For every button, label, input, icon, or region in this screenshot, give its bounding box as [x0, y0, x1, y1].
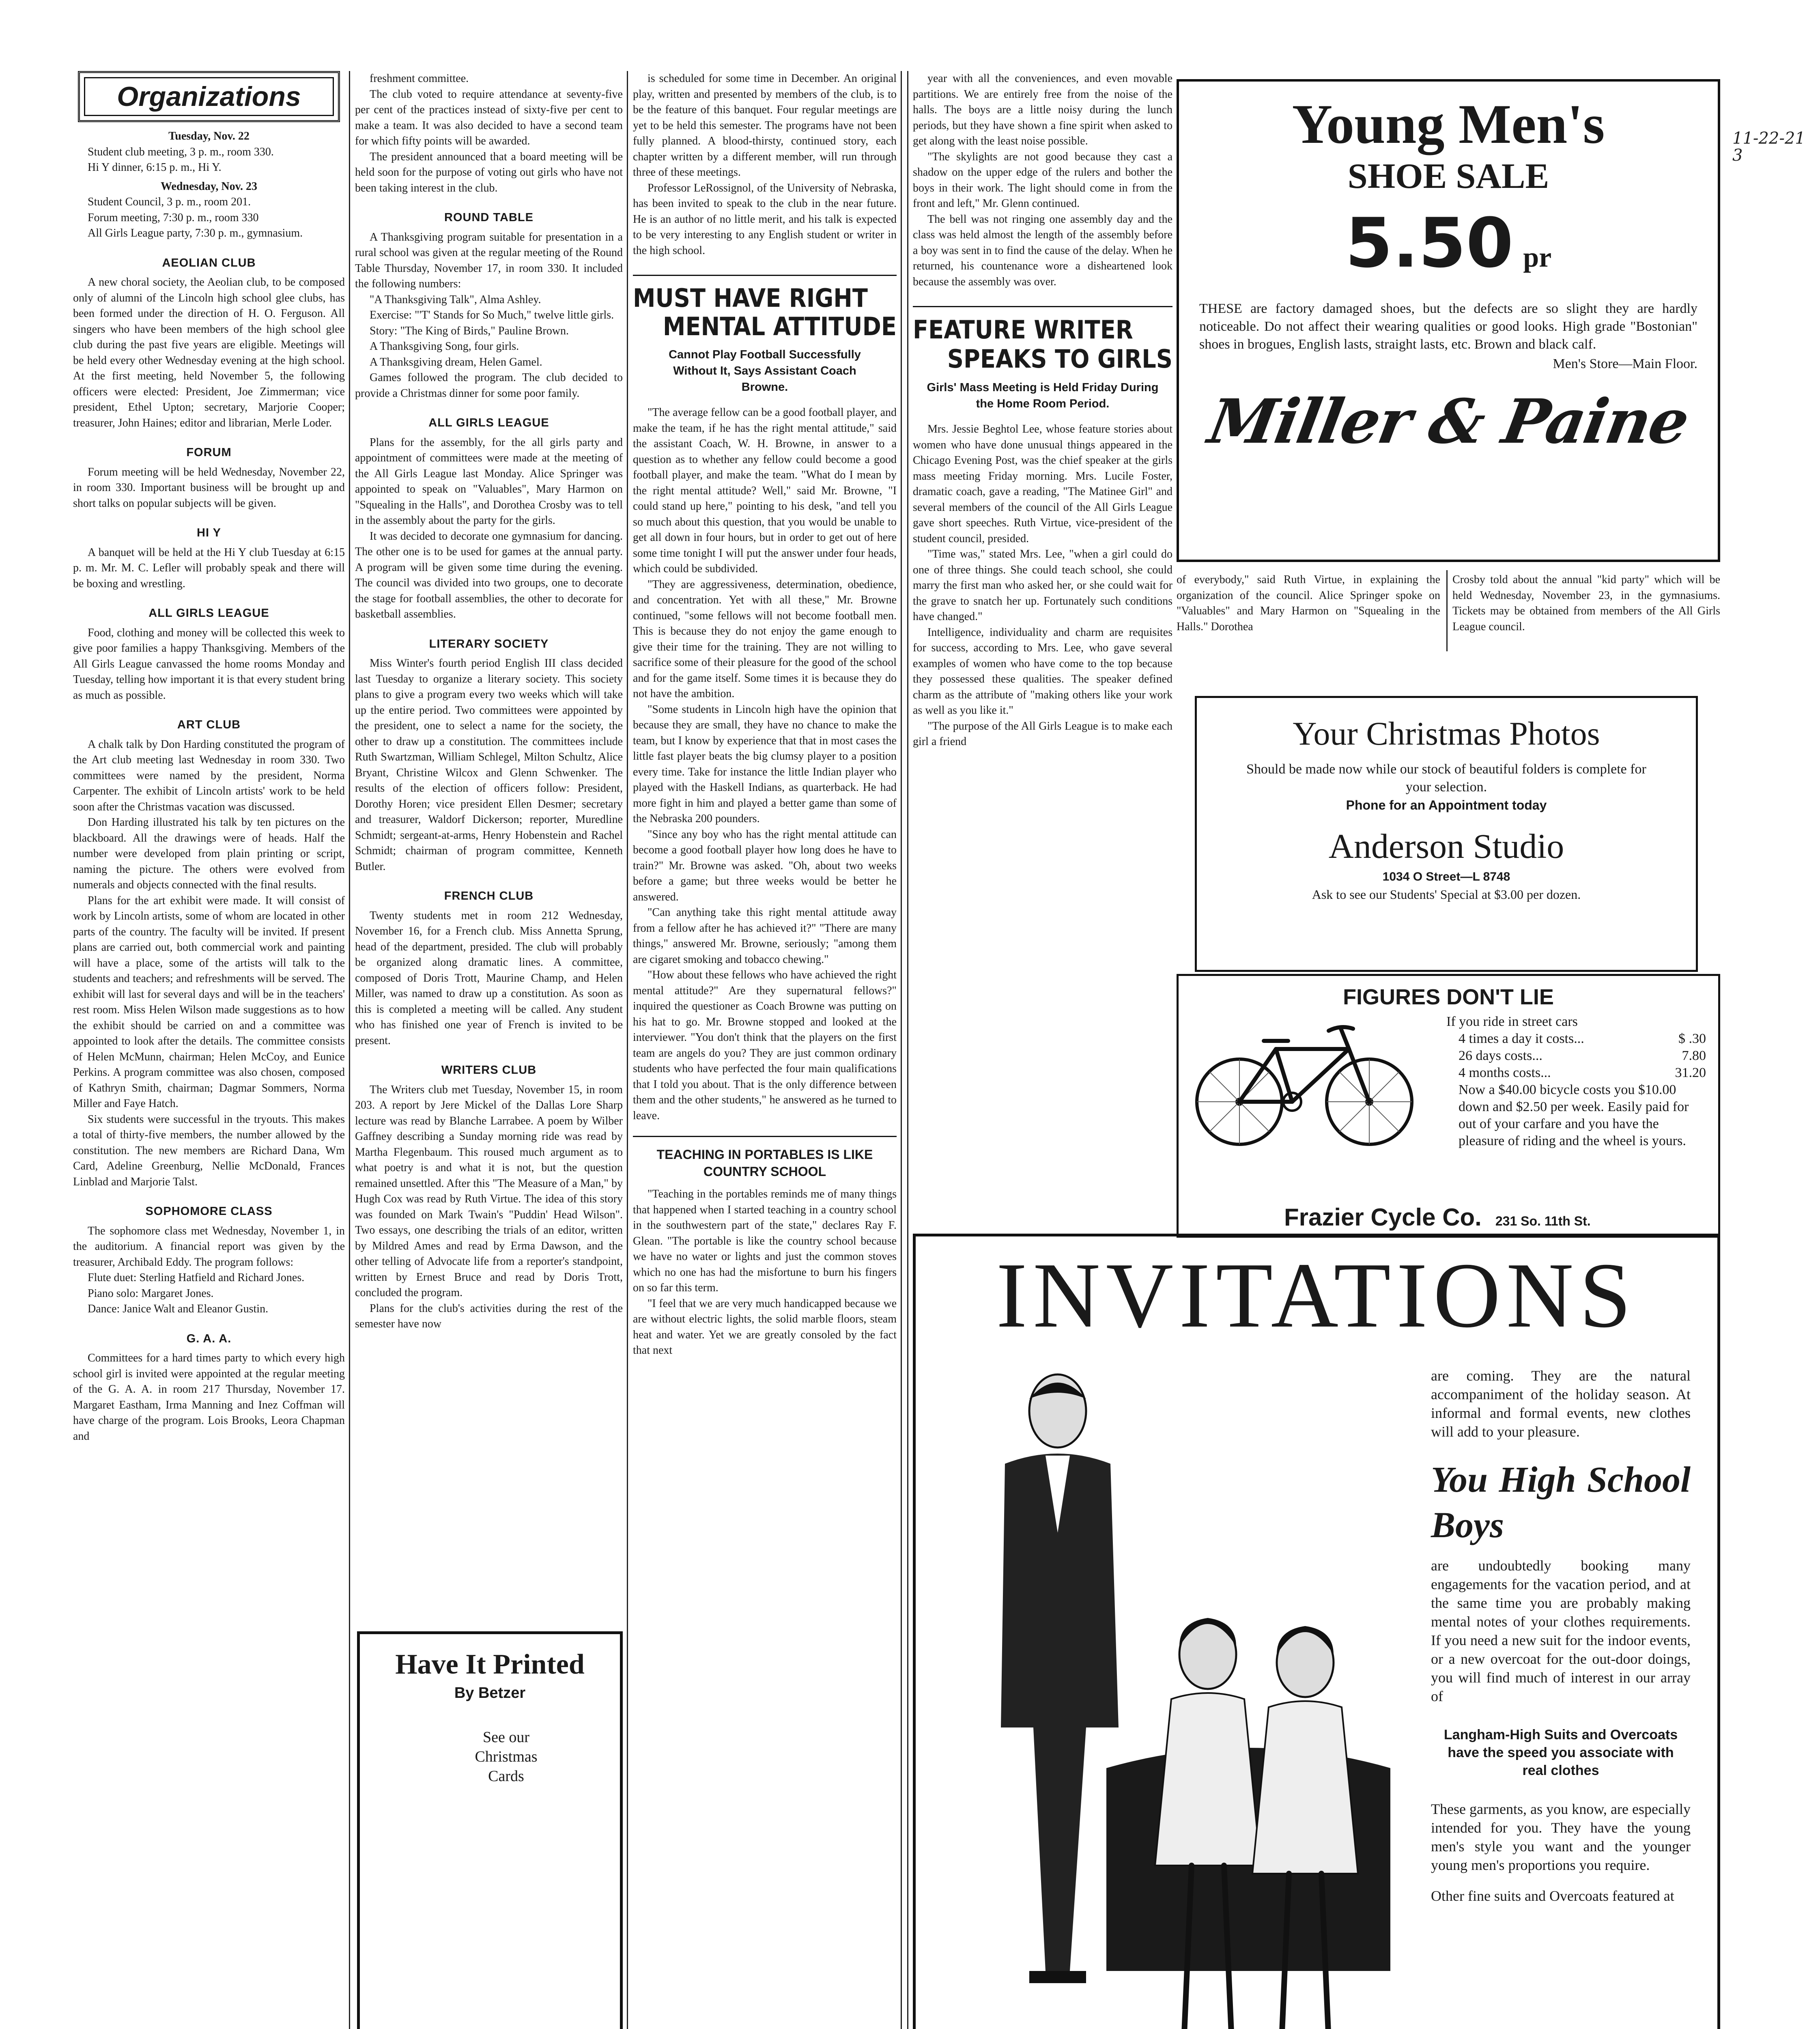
paragraph: The Writers club met Tuesday, November 15, in room 203. A report by Jere Mickel of the Dallas Lore Sharp lecture was read by Blanche Larrabee. A poem by Wilber Gaffney describing a Sunday morning ride was read by Martha Flegenbaum. This roused much argument as to what poetry is and what it is not, but the question remained unsettled. After this "The Measure of a Man," by Hugh Cox was read by Ruth Virtue. The idea of this story was founded on Mark Twain's "Puddin' Head Wilson". Two essays, one describing the trials of an editor, written by Mildred Ames and read by Erma Dawson, and the other telling of Advocate life from a reporter's standpoint, written by Ernest Bruce and read by Doris Trott, concluded the program.: [355, 1083, 623, 1299]
paragraph: "Can anything take this right mental attitude away from a fellow after he has achieved it?" "There are many things," answered Mr. Browne, seriously; "among them are cigaret smoking and tobacco chewing.": [633, 906, 897, 966]
paragraph: "The skylights are not good because they cast a shadow on the upper edge of the rulers and bother the boys in their work. The light should come in from the front and left," Mr. Glenn continued.: [913, 150, 1172, 210]
cost-value: $ .30: [1678, 1031, 1706, 1046]
paragraph: It was decided to decorate one gymnasium for dancing. The other one is to be used for games at the annual party. A program will be given some time during the evening. The council was divided into two groups, one to decorate the stage for football assemblies, the other to decorate for basketball assemblies.: [355, 530, 623, 620]
paragraph: is scheduled for some time in December. An original play, written and presented by members of the club, is to be the feature of this banquet. Four regular meetings are yet to be held this semester. The programs have not been fully planned. A blood-thirsty, continued story, each chapter written by a different member, will run through three of these meetings.: [633, 72, 897, 179]
schedule-item: Forum meeting, 7:30 p. m., room 330: [88, 211, 259, 224]
organizations-masthead: Organizations: [78, 71, 340, 122]
paragraph: Games followed the program. The club decided to provide a Christmas dinner for some poor family.: [355, 371, 623, 400]
cost-label: 4 times a day it costs...: [1459, 1031, 1584, 1046]
section-heading: ROUND TABLE: [444, 211, 534, 224]
continued-right: Crosby told about the annual "kid party" which will be held Wednesday, November 23, in the gymnasiums. Tickets may be obtained from members of the All Girls League council.: [1452, 573, 1720, 633]
section-heading: SOPHOMORE CLASS: [145, 1205, 273, 1218]
section-heading: FORUM: [186, 446, 232, 459]
paragraph: Professor LeRossignol, of the University of Nebraska, has been invited to speak to the club in the near future. He is an author of no little merit, and his talk is expected to be very interesting to any English student or writer in the high school.: [633, 181, 897, 257]
portables-headline: TEACHING IN PORTABLES IS LIKE COUNTRY SCHOOL: [633, 1136, 897, 1180]
paragraph: Exercise: "'T' Stands for So Much," twelve little girls.: [370, 309, 614, 321]
paragraph: Plans for the club's activities during the rest of the semester have now: [355, 1302, 623, 1330]
fashion-illustration: [924, 1362, 1411, 2029]
paragraph: Six students were successful in the tryouts. This makes a total of thirty-five members, the number allowed by the constitution. The new members are Richard Dana, Wm Card, Adeline Greenburg, Nellie McDonald, Frances Linblad and Marjorie Talst.: [73, 1113, 345, 1188]
cost-label: 4 months costs...: [1459, 1065, 1551, 1080]
paragraph: Forum meeting will be held Wednesday, November 22, in room 330. Important business will be brought up and short talks on popular subjects will be given.: [73, 465, 345, 510]
section-heading: ALL GIRLS LEAGUE: [428, 416, 549, 429]
paragraph: "Some students in Lincoln high have the opinion that because they are small, they have no chance to make the team, but I know by experience that that in most cases the little fast player beats the big clumsy player to a position every time. Take for instance the little Indian player who played with the Haskell Indians, as quarterback. He had more fight in him and played a better game than some of the Nebraska 200 pounders.: [633, 703, 897, 825]
schedule-item: Student Council, 3 p. m., room 201.: [88, 196, 251, 208]
paragraph: "Teaching in the portables reminds me of many things that happened when I started teaching in a country school in the southwestern part of the state," declares Ray F. Glean. "The portable is like the country school because we have no water or lights and just the common stoves which no one has had the misfortune to burn his fingers on so far this term.: [633, 1188, 897, 1294]
paragraph: year with all the conveniences, and even movable partitions. We are entirely free from the noise of the halls. The boys are a little noisy during the lunch periods, but they have shown a fine spirit when asked to get along with the least noise possible.: [913, 72, 1172, 147]
paragraph: A banquet will be held at the Hi Y club Tuesday at 6:15 p. m. Mr. M. C. Lefler will probably speak and there will be boxing and wrestling.: [73, 546, 345, 590]
section-heading: ART CLUB: [177, 718, 241, 731]
paragraph: "How about these fellows who have achieved the right mental attitude?" Are they supernatural fellows?" inquired the questioner as Coach Browne was putting on his hat to go. Mr. Browne stopped and looked at the interviewer. "You don't think that the players on the first team are angels do you? They are just common ordinary students who have perfected the four main qualifications that I told you about. That is the only difference between them and the other students," he answered as he turned to leave.: [633, 969, 897, 1122]
paragraph: A Thanksgiving dream, Helen Gamel.: [370, 355, 542, 368]
section-heading: LITERARY SOCIETY: [429, 637, 549, 650]
schedule-day: Tuesday, Nov. 22: [168, 130, 250, 142]
column-three: [633, 71, 897, 2029]
paragraph: The bell was not ringing one assembly day and the class was held almost the length of the assembly before a boy was sent in to find the cause of the delay. When he returned, his countenance wore a disheartened look because the assembly was over.: [913, 213, 1172, 288]
paragraph: Dance: Janice Walt and Eleanor Gustin.: [88, 1303, 269, 1315]
cost-row: [1459, 1064, 1706, 1081]
paragraph: Plans for the assembly, for the all girls party and appointment of committees were made at the meeting of the All Girls League last Monday. Alice Springer was appointed to speak on "Valuables", Mary Harmon on "Squealing in the Halls", and Dorothea Crosby was to tell in the assembly about the party for the girls.: [355, 436, 623, 527]
paragraph: "The average fellow can be a good football player, and make the team, if he has the right mental attitude," said the assistant Coach, W. H. Browne, in answer to a question as to whether any fellow could become a good football player, and make the team. "What do I mean by the right mental attitude? Well," said Mr. Browne, "I could stand up here," pointing to his desk, "and tell you so much about this question, that you would be unable to get all down in four hours, but in order to get out of here some time tonight I will put the answer under four heads, which could be subdivided.: [633, 406, 897, 575]
paragraph: Miss Winter's fourth period English III class decided last Tuesday to organize a literary society. This society plans to give a program every two weeks which will take up the entire period. Two committees were appointed by the president, one to select a name for the society, the other to draw up a constitution. The committees include Ruth Swartzman, William Schlegel, Milton Schultz, Alice Bryant, Christine Wilcox and Glenn Schwenker. The results of the election of officers follow: President, Dorothy Horen; vice president Ellen Desmer; secretary and treasurer, Waldorf Dickerson; reporter, Muredline Schmidt; sergeant-at-arms, Henry Hobenstein and Rachel Schmidt; chairman of program committee, Kenneth Butler.: [355, 657, 623, 873]
paragraph: The sophomore class met Wednesday, November 1, in the auditorium. A financial report was given by the treasurer, Archibald Eddy. The program follows:: [73, 1224, 345, 1269]
schedule-item: Hi Y dinner, 6:15 p. m., Hi Y.: [88, 161, 222, 174]
column-organizations: [73, 71, 345, 2029]
ad-betzer: Have It Printed By Betzer See our Christmas Cards: [357, 1631, 623, 2029]
paragraph: Committees for a hard times party to which every high school girl is invited were appointed at the regular meeting of the G. A. A. in room 217 Thursday, November 17. Margaret Eastham, Irma Manning and Inez Coffman will have charge of the program. Lois Brooks, Leora Chapman and: [73, 1352, 345, 1443]
section-heading: ALL GIRLS LEAGUE: [148, 607, 269, 620]
paragraph: The president announced that a board meeting will be held soon for the purpose of voting out girls who have not been taking interest in the club.: [355, 150, 623, 194]
paragraph: Plans for the art exhibit were made. It will consist of work by Lincoln artists, some of whom are located in other parts of the country. The faculty will be invited. If present plans are carried out, both commercial work and painting will have a place, some of the artists will talk to the students and teachers; and refreshments will be served. The exhibit will last for several days and will be in the teachers' rest room. Miss Helen Wilson made suggestions as to how the exhibit should be carried on and a committee was appointed to look after the details. The committee consists of Helen McMunn, chairman; Helen McCoy, and Eunice Perkins. A program committee was also chosen, composed of Kathryn Smith, chairman; Dagmar Sommers, Norma Miller and Faye Hatch.: [73, 894, 345, 1110]
cost-row: [1459, 1047, 1706, 1064]
continued-left: of everybody," said Ruth Virtue, in explaining the organization of the council. Alice Springer spoke on "Valuables" and Mary Harmon on "Squealing in the Halls." Dorothea: [1177, 573, 1440, 633]
paragraph: The club voted to require attendance at seventy-five per cent of the practices instead of sixty-five per cent to make a team. It was also decided to have a second team for which fifty points will be awarded.: [355, 88, 623, 147]
ad-frazier-cycle: FIGURES DON'T LIE If you ride in street cars 4 times a day it costs... $ .30 26 days costs... 7.80 4 months costs... 31.20 Now a $40.00 bicycle costs you $10.00 down and $2.50 per week. Easily paid for out of your carfare and you have the pleasure of riding and the wheel is yours. Frazier Cycle Co. 231 So. 11th St.: [1177, 974, 1720, 1238]
paragraph: Don Harding illustrated his talk by ten pictures on the blackboard. All the drawings were of heads. Half the number were developed from plain printing or script, naming the picture. The others were evolved from numerals and objects connected with the final results.: [73, 816, 345, 891]
cost-value: 31.20: [1675, 1065, 1706, 1080]
paragraph: A new choral society, the Aeolian club, to be composed only of alumni of the Lincoln high school glee clubs, has been formed under the direction of H. O. Ferguson. All singers who have been members of the high school glee club during the past five years are eligible. Meetings will be held every other Wednesday evening at the high school. At the first meeting, held November 5, the following officers were elected: President, Joe Zimmerman; vice president, Ethel Upton; secretary, Marjorie Cooper; treasurer, John Haines; editor and librarian, Merle Loder.: [73, 276, 345, 429]
paragraph: "They are aggressiveness, determination, obedience, and concentration. Yet with all these," Mr. Browne continued, "some fellows will not become football men. This is because they do not enjoy the game enough to give their time for the training. They are not willing to sacrifice some of their pleasure for the good of the school and for the game itself. Some times it is because they do not have the ambition.: [633, 578, 897, 700]
section-heading: AEOLIAN CLUB: [162, 256, 256, 269]
schedule-item: Student club meeting, 3 p. m., room 330.: [88, 145, 274, 158]
paragraph: Story: "The King of Birds," Pauline Brown.: [370, 324, 569, 337]
ad-speier-simon: INVITATIONS are coming. They are the natural accompaniment of the holiday season. At informal and formal events, new clothes will add to your pleasure. You High School Boys are undoubtedly booking many engagements for the vacation period, and at the same time you are probably making mental notes of your clothes requirements. If you need a new suit for the indoor events, or a new overcoat for the out-door doings, you will find much of interest in our array of Langham-High Suits and Overcoats have the speed you associate with real clothes These garments, as you know, are especially intended for you. They have the young men's style you want and the younger young men's proportions you require. Other fine suits and Overcoats featured at: [913, 1234, 1720, 2029]
football-deck: Cannot Play Football Successfully Without It, Says Assistant Coach Browne.: [669, 348, 861, 394]
paragraph: Piano solo: Margaret Jones.: [88, 1287, 214, 1300]
handwritten-note: 11-22-21 3: [1732, 129, 1805, 165]
column-two: [355, 71, 623, 1605]
cost-label: 26 days costs...: [1459, 1048, 1542, 1063]
section-heading: HI Y: [197, 526, 221, 539]
section-heading: FRENCH CLUB: [444, 890, 534, 902]
miller-paine-logo: Miller & Paine: [1203, 386, 1693, 457]
paragraph: Intelligence, individuality and charm are requisites for success, according to Mrs. Lee, who gave several examples of women who have come to the top because they possessed these qualities. The speaker defined charm as the attribute of "making others like your work as well as you like it.": [913, 626, 1172, 717]
paragraph: "I feel that we are very much handicapped because we are without electric lights, the solid marble floors, steam heat and water. Yet we are greatly consoled by the fact that next: [633, 1297, 897, 1357]
paragraph: "A Thanksgiving Talk", Alma Ashley.: [370, 293, 541, 306]
football-headline: MUST HAVE RIGHT MENTAL ATTITUDE: [633, 275, 897, 341]
paragraph: freshment committee.: [370, 72, 469, 85]
paragraph: "The purpose of the All Girls League is to make each girl a friend: [913, 719, 1172, 748]
schedule: [73, 129, 345, 241]
feature-deck: Girls' Mass Meeting is Held Friday During the Home Room Period.: [927, 381, 1159, 410]
paragraph: A chalk talk by Don Harding constituted the program of the Art club meeting last Wednesday in room 330. Two committees were named by the president, Norma Carpenter. The exhibit of Lincoln artists' work to be held soon after the Christmas vacation was discussed.: [73, 738, 345, 813]
paragraph: Mrs. Jessie Beghtol Lee, whose feature stories about women who have done unusual things appeared in the Chicago Evening Post, was the chief speaker at the girls mass meeting Friday morning. Mrs. Lucile Foster, dramatic coach, gave a reading, "The Matinee Girl" and several members of the council of the All Girls League gave short speeches. Ruth Virtue, vice-president of the student council, presided.: [913, 423, 1172, 545]
paragraph: "Since any boy who has the right mental attitude can become a good football player how long does he have to train?" Mr. Browne was asked. "Oh, about two weeks before a game; but three weeks would be better he answered.: [633, 828, 897, 903]
section-heading: G. A. A.: [186, 1332, 232, 1345]
paragraph: "Time was," stated Mrs. Lee, "when a girl could do one of three things. She could teach school, she could marry the first man who asked her, or she could wait for the grave to snatch her up. Fortunately such conditions have changed.": [913, 548, 1172, 623]
paragraph: Flute duet: Sterling Hatfield and Richard Jones.: [88, 1271, 305, 1284]
paragraph: A Thanksgiving program suitable for presentation in a rural school was given at the regular meeting of the Round Table Thursday, November 17, in room 330. It included the following numbers:: [355, 230, 623, 290]
paragraph: Food, clothing and money will be collected this week to give poor families a happy Thanksgiving. Members of the All Girls League canvassed the home rooms Monday and Tuesday, telling how important it is that every student bring as much as possible.: [73, 626, 345, 702]
ad-miller-paine: Young Men's SHOE SALE 5.50 pr THESE are factory damaged shoes, but the defects are so slight they are hardly noticeable. Do not affect their wearing qualities or good looks. High grade "Bostonian" shoes in brogues, English lasts, straight lasts, etc. Brown and black calf. Men's Store—Main Floor. Miller & Paine: [1177, 79, 1720, 562]
schedule-item: All Girls League party, 7:30 p. m., gymnasium.: [88, 227, 303, 239]
cost-row: [1459, 1030, 1706, 1047]
feature-headline: FEATURE WRITER SPEAKS TO GIRLS: [913, 306, 1172, 374]
cost-value: 7.80: [1682, 1048, 1706, 1063]
paragraph: A Thanksgiving Song, four girls.: [370, 340, 519, 353]
organizations-sections: [73, 255, 345, 1445]
paragraph: Twenty students met in room 212 Wednesday, November 16, for a French club. Miss Annetta Sprung, head of the department, presided. The club will probably be organized along dramatic lines. A committee, composed of Doris Trott, Maurine Champ, and Helen Miller, was named to draw up a constitution. As soon as this is completed a meeting will be called. Any student who has finished one year of French is invited to be present.: [355, 909, 623, 1047]
bicycle-illustration: [1191, 1017, 1418, 1150]
schedule-day: Wednesday, Nov. 23: [160, 180, 258, 193]
section-heading: WRITERS CLUB: [441, 1064, 537, 1077]
ad-anderson-studio: Your Christmas Photos Should be made now while our stock of beautiful folders is complete for your selection. Phone for an Appointment today Anderson Studio 1034 O Street—L 8748 Ask to see our Students' Special at $3.00 per dozen.: [1195, 696, 1698, 972]
